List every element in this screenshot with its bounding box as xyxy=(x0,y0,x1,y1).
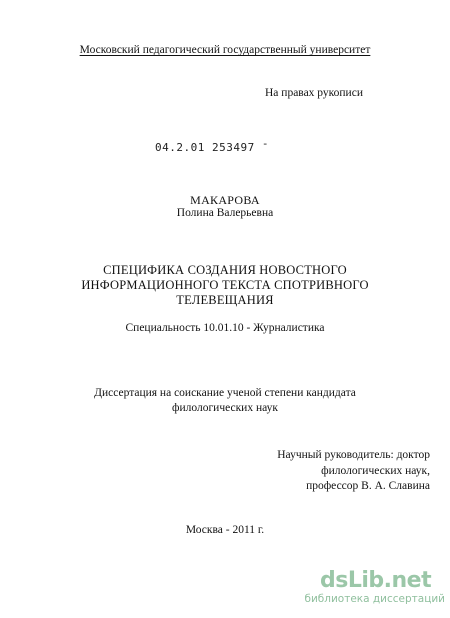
title-line: СПЕЦИФИКА СОЗДАНИЯ НОВОСТНОГО xyxy=(103,263,347,277)
supervisor-block xyxy=(260,448,430,495)
title-line: ТЕЛЕВЕЩАНИЯ xyxy=(176,293,274,307)
watermark xyxy=(300,568,445,613)
stamp-number: 04.2.01 253497 xyxy=(155,141,255,154)
watermark-subtitle: библиотека диссертаций xyxy=(304,593,445,605)
supervisor-line: филологических наук, xyxy=(321,464,430,477)
city-year: Москва - 2011 г. xyxy=(185,524,265,536)
author-name: Полина Валерьевна xyxy=(176,207,274,219)
dissertation-title xyxy=(0,263,450,308)
degree-line: Диссертация на соискание ученой степени кандидата xyxy=(94,387,356,399)
watermark-logo: dsLib.net xyxy=(320,568,432,593)
specialty: Специальность 10.01.10 - Журналистика xyxy=(125,322,325,334)
university-name: Московский педагогический государственный университет xyxy=(79,44,371,56)
degree-line: филологических наук xyxy=(172,402,278,414)
degree-statement xyxy=(0,386,450,416)
title-line: ИНФОРМАЦИОННОГО ТЕКСТА СПОТРИВНОГО xyxy=(81,278,369,292)
registration-stamp xyxy=(155,137,269,154)
supervisor-line: Научный руководитель: доктор xyxy=(277,449,430,461)
stamp-suffix: - xyxy=(261,137,269,150)
manuscript-note: На правах рукописи xyxy=(265,87,363,99)
supervisor-line: профессор В. А. Славина xyxy=(306,480,430,492)
author-surname: МАКАРОВА xyxy=(190,193,260,207)
